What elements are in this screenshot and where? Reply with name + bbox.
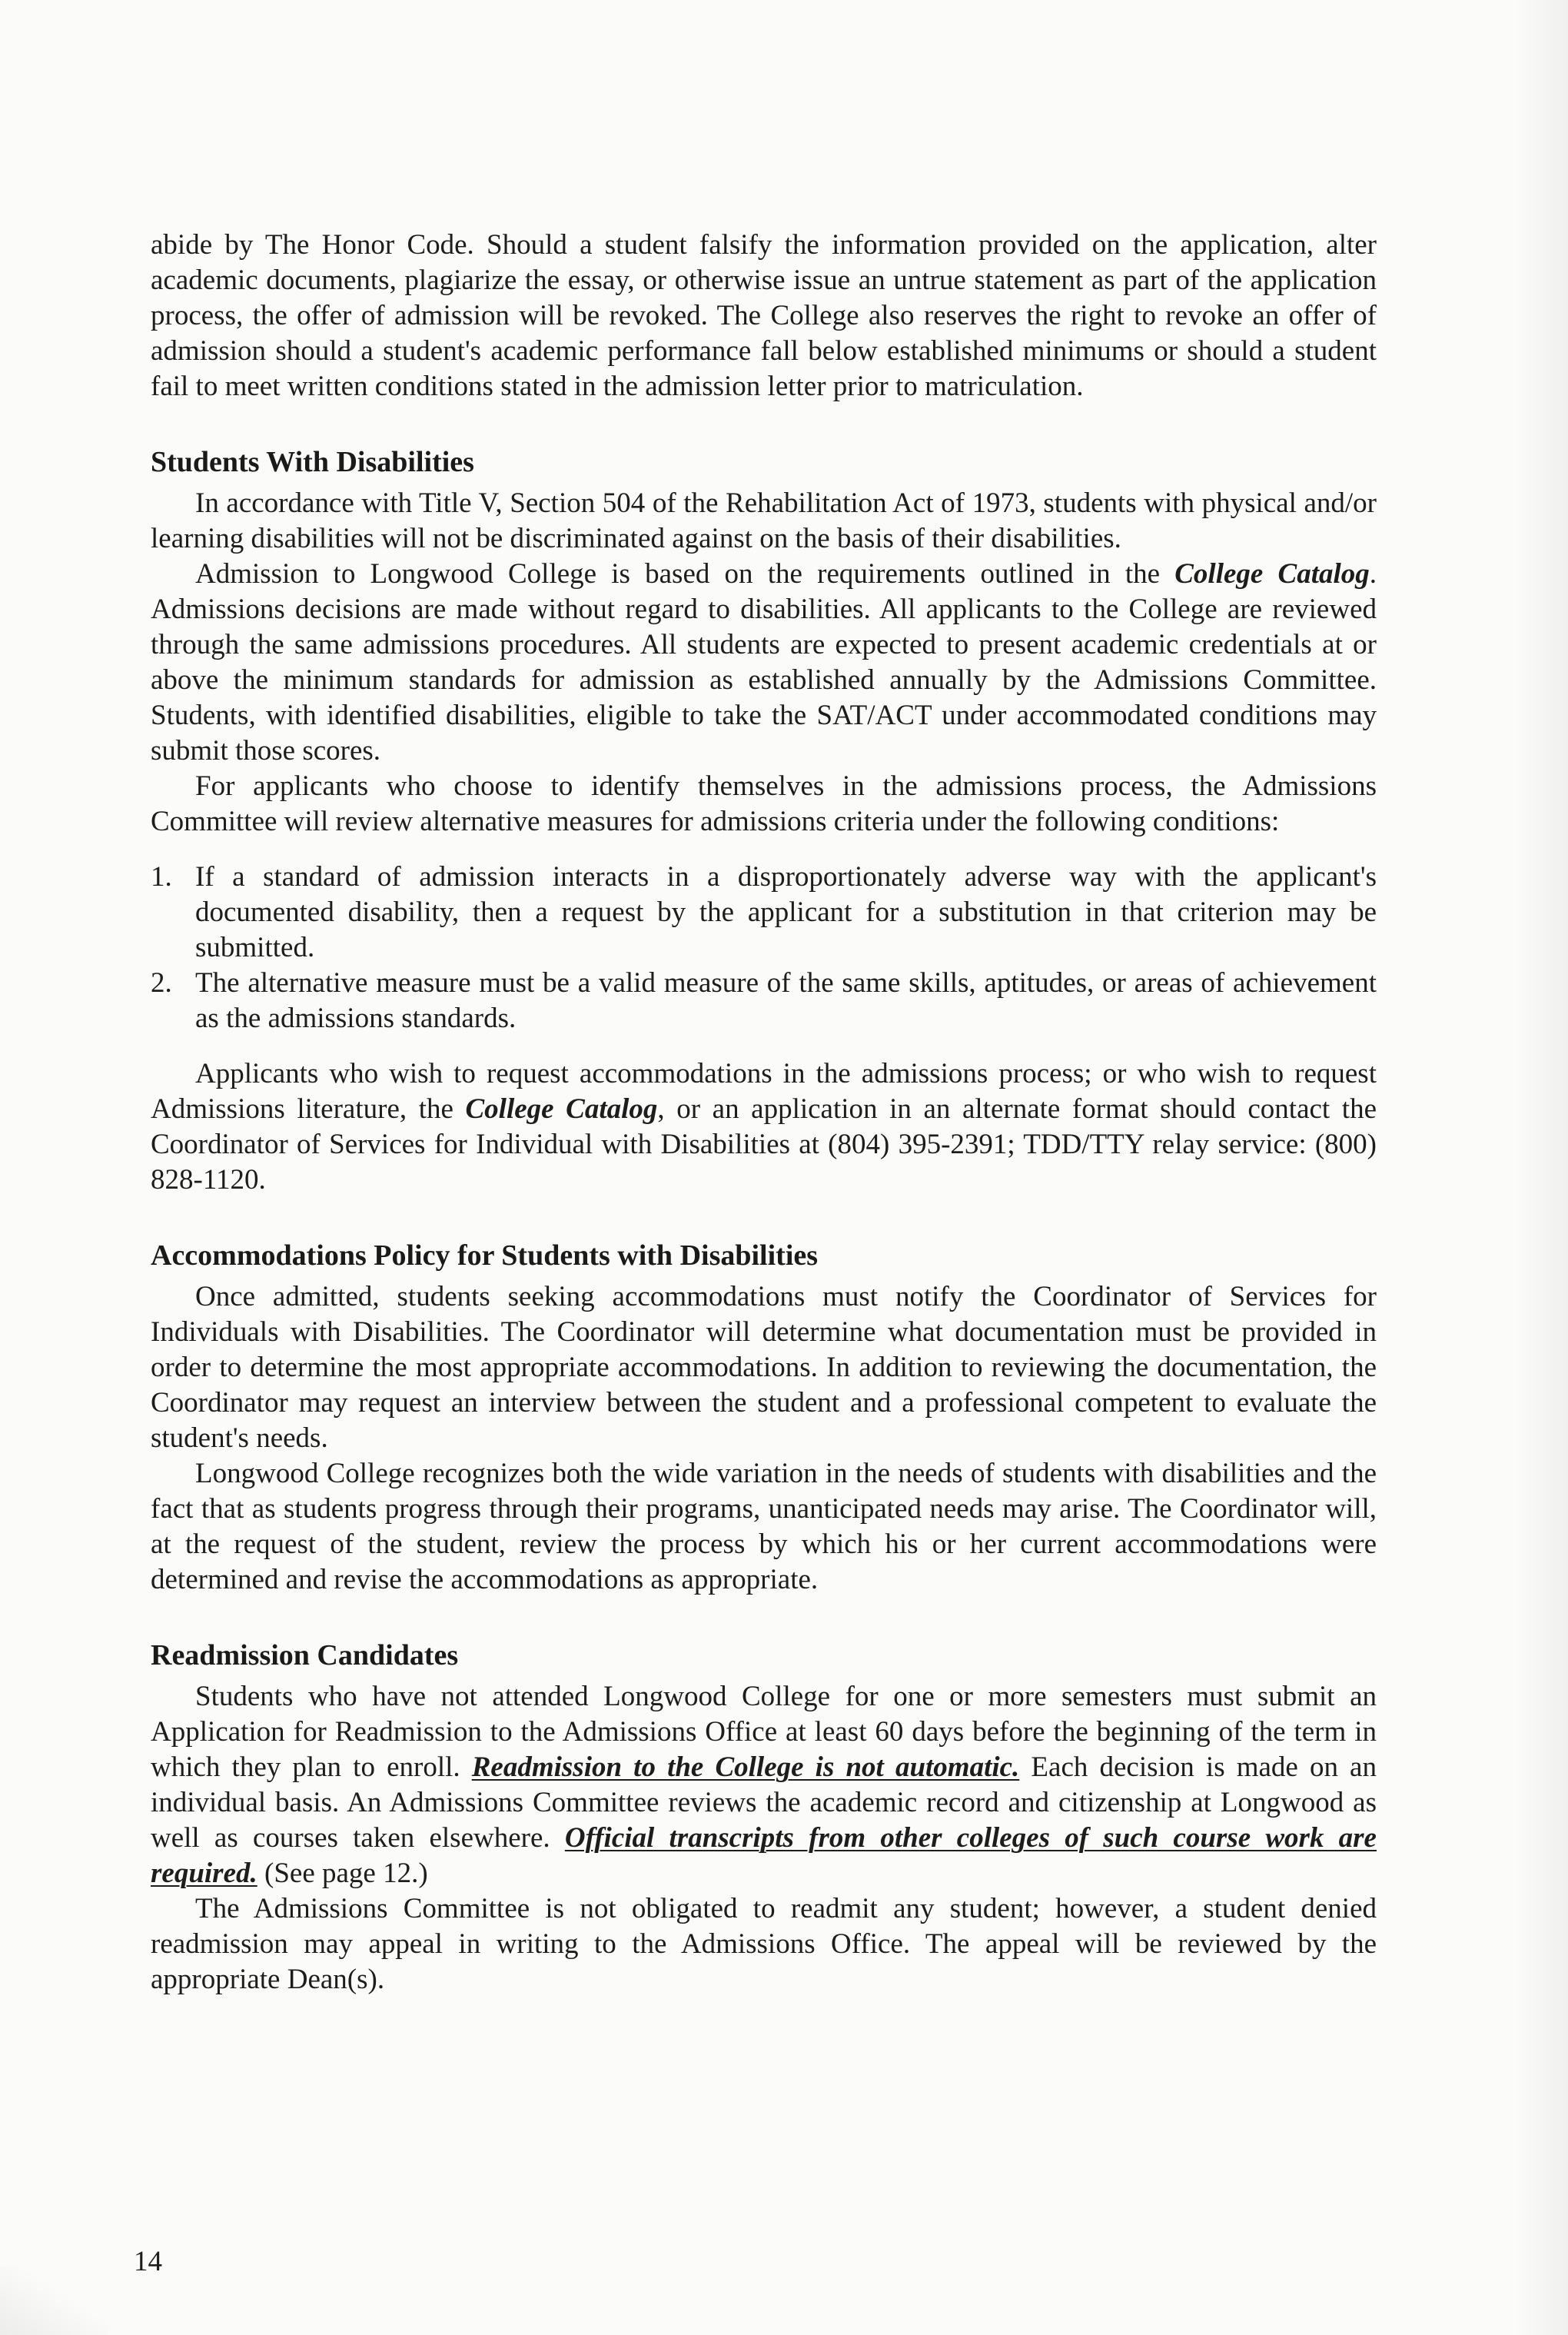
disabilities-paragraph-2 (151, 557, 1377, 769)
list-item (151, 860, 1377, 966)
disabilities-p2-text-pre: Admission to Longwood College is based on the requirements outlined in the (195, 558, 1175, 590)
readmission-paragraph-1 (151, 1679, 1377, 1891)
accommodations-paragraph-2: Longwood College recognizes both the wide variation in the needs of students with disabilities and the fact that as students progress through their programs, unanticipated needs may arise. The Coordinator will, at the request of the student, review the process by which his or her current accommodations were determined and revise the accommodations as appropriate. (151, 1458, 1377, 1595)
conditions-list (151, 860, 1377, 1036)
college-catalog-title: College Catalog (465, 1093, 658, 1125)
readmission-p1-text-pre: Students who have not attended Longwood College for one or more semesters must submit an Application for Readmission to the Admissions Office at least 60 days before the beginning of the term in which they plan to enroll. (151, 1681, 1377, 1783)
college-catalog-title: College Catalog (1174, 558, 1370, 590)
section-heading-students-with-disabilities: Students With Disabilities (151, 446, 474, 478)
list-item-text: If a standard of admission interacts in a disproportionately adverse way with the applicant's documented disability, then a request by the applicant for a substitution in that criterion may be submitted. (195, 861, 1377, 963)
disabilities-paragraph-4 (151, 1056, 1377, 1198)
intro-paragraph: abide by The Honor Code. Should a student falsify the information provided on the application, alter academic documents, plagiarize the essay, or otherwise issue an untrue statement as part of the application process, the offer of admission will be revoked. The College also reserves the right to revoke an offer of admission should a student's academic performance fall below established minimums or should a student fail to meet written conditions stated in the admission letter prior to matriculation. (151, 229, 1377, 402)
section-heading-accommodations-policy: Accommodations Policy for Students with Disabilities (151, 1239, 819, 1272)
list-item-number: 2. (151, 967, 172, 999)
list-item-number: 1. (151, 861, 172, 893)
page-number: 14 (134, 2246, 162, 2277)
readmission-p1-text-mid: Each decision is made on an individual basis. An Admissions Committee reviews the academic record and citizenship at Longwood as well as courses taken elsewhere. (151, 1751, 1377, 1854)
official-transcripts-emphasis: Official transcripts from other colleges of such course work are required. (151, 1822, 1377, 1889)
readmission-not-automatic-emphasis: Readmission to the College is not automatic. (471, 1751, 1020, 1783)
readmission-p1-text-post: (See page 12.) (257, 1858, 428, 1889)
page-content (151, 228, 1377, 1997)
disabilities-p4-text-pre: Applicants who wish to request accommodations in the admissions process; or who wish to request Admissions literature, the (151, 1058, 1377, 1125)
disabilities-p4-text-post: , or an application in an alternate format should contact the Coordinator of Services for Individual with Disabilities at (804) 395-2391; TDD/TTY relay service: (800) 828-1120. (151, 1093, 1377, 1196)
section-heading-readmission-candidates: Readmission Candidates (151, 1639, 459, 1671)
disabilities-p2-text-post: . Admissions decisions are made without regard to disabilities. All applicants to the College are reviewed through the same admissions procedures. All students are expected to present academic credentials at or above the minimum standards for admission as established annually by the Admissions Committee. Students, with identified disabilities, eligible to take the SAT/ACT under accommodated conditions may submit those scores. (151, 558, 1377, 767)
list-item-text: The alternative measure must be a valid measure of the same skills, aptitudes, or areas of achievement as the admissions standards. (195, 967, 1377, 1034)
accommodations-paragraph-1: Once admitted, students seeking accommodations must notify the Coordinator of Services for Individuals with Disabilities. The Coordinator will determine what documentation must be provided in order to determine the most appropriate accommodations. In addition to reviewing the documentation, the Coordinator may request an interview between the student and a professional competent to evaluate the student's needs. (151, 1281, 1377, 1454)
page-corner-shadow (0, 2266, 108, 2335)
disabilities-paragraph-3: For applicants who choose to identify themselves in the admissions process, the Admissions Committee will review alternative measures for admissions criteria under the following conditions: (151, 770, 1377, 837)
readmission-paragraph-2: The Admissions Committee is not obligated to readmit any student; however, a student denied readmission may appeal in writing to the Admissions Office. The appeal will be reviewed by the appropriate Dean(s). (151, 1893, 1377, 1995)
list-item (151, 966, 1377, 1036)
page-edge-shadow (1514, 0, 1568, 2335)
disabilities-paragraph-1: In accordance with Title V, Section 504 of the Rehabilitation Act of 1973, students with physical and/or learning disabilities will not be discriminated against on the basis of their disabilities. (151, 487, 1377, 554)
